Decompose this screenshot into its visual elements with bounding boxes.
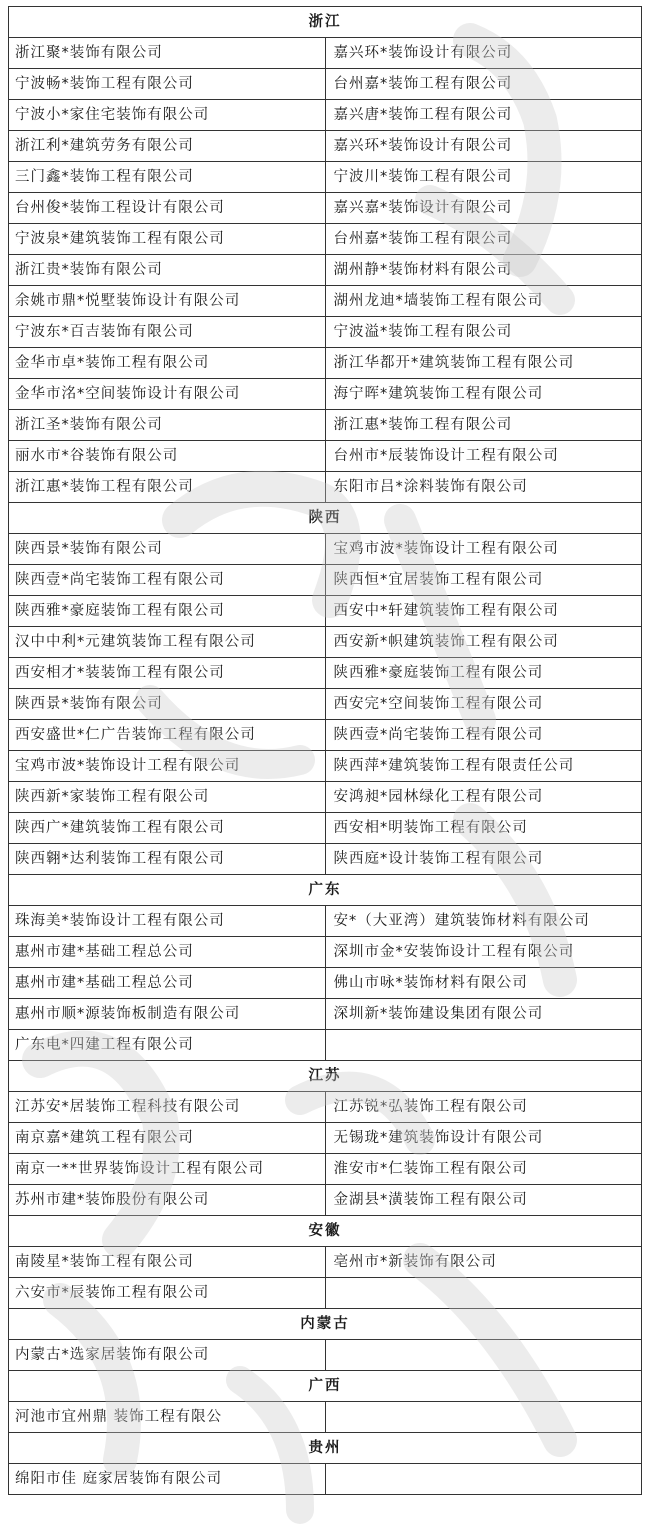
company-cell-left: 六安市*辰装饰工程有限公司 [9, 1278, 326, 1309]
company-cell-left: 陕西壹*尚宅装饰工程有限公司 [9, 565, 326, 596]
table-row [9, 317, 642, 348]
company-cell-right: 宝鸡市波*装饰设计工程有限公司 [325, 534, 642, 565]
table-row [9, 1185, 642, 1216]
region-header-row [9, 7, 642, 38]
company-cell-right [325, 1402, 642, 1433]
company-cell-right: 宁波溢*装饰工程有限公司 [325, 317, 642, 348]
region-name: 江苏 [9, 1061, 642, 1092]
company-cell-left: 汉中中利*元建筑装饰工程有限公司 [9, 627, 326, 658]
table-row [9, 38, 642, 69]
company-cell-right: 湖州静*装饰材料有限公司 [325, 255, 642, 286]
company-cell-left: 南陵星*装饰工程有限公司 [9, 1247, 326, 1278]
table-row [9, 1123, 642, 1154]
company-cell-right: 浙江惠*装饰工程有限公司 [325, 410, 642, 441]
table-row [9, 534, 642, 565]
company-cell-right: 淮安市*仁装饰工程有限公司 [325, 1154, 642, 1185]
company-cell-left: 丽水市*谷装饰有限公司 [9, 441, 326, 472]
company-cell-left: 宁波东*百吉装饰有限公司 [9, 317, 326, 348]
company-cell-right: 台州嘉*装饰工程有限公司 [325, 69, 642, 100]
region-header-row [9, 1371, 642, 1402]
table-row [9, 689, 642, 720]
company-cell-left: 南京嘉*建筑工程有限公司 [9, 1123, 326, 1154]
company-cell-right: 陕西雅*豪庭装饰工程有限公司 [325, 658, 642, 689]
table-row [9, 224, 642, 255]
table-row [9, 286, 642, 317]
company-cell-left: 陕西景*装饰有限公司 [9, 534, 326, 565]
table-row [9, 472, 642, 503]
company-cell-left: 陕西翱*达利装饰工程有限公司 [9, 844, 326, 875]
company-cell-left: 余姚市鼎*悦墅装饰设计有限公司 [9, 286, 326, 317]
table-row [9, 782, 642, 813]
table-row [9, 906, 642, 937]
company-cell-right: 海宁晖*建筑装饰工程有限公司 [325, 379, 642, 410]
company-cell-right: 亳州市*新装饰有限公司 [325, 1247, 642, 1278]
table-row [9, 658, 642, 689]
region-name: 安徽 [9, 1216, 642, 1247]
company-cell-left: 河池市宜州鼎 装饰工程有限公 [9, 1402, 326, 1433]
company-cell-right: 嘉兴环*装饰设计有限公司 [325, 38, 642, 69]
company-cell-left: 惠州市建*基础工程总公司 [9, 937, 326, 968]
company-cell-left: 惠州市建*基础工程总公司 [9, 968, 326, 999]
table-row [9, 596, 642, 627]
company-cell-right [325, 1030, 642, 1061]
table-row [9, 1092, 642, 1123]
table-row [9, 937, 642, 968]
company-cell-right: 无锡珑*建筑装饰设计有限公司 [325, 1123, 642, 1154]
company-cell-right: 佛山市咏*装饰材料有限公司 [325, 968, 642, 999]
table-row [9, 162, 642, 193]
company-cell-left: 金华市卓*装饰工程有限公司 [9, 348, 326, 379]
company-cell-left: 宁波畅*装饰工程有限公司 [9, 69, 326, 100]
company-cell-right: 陕西萍*建筑装饰工程有限责任公司 [325, 751, 642, 782]
company-cell-left: 陕西雅*豪庭装饰工程有限公司 [9, 596, 326, 627]
company-cell-right: 台州市*辰装饰设计工程有限公司 [325, 441, 642, 472]
region-name: 广东 [9, 875, 642, 906]
region-header-row [9, 1216, 642, 1247]
company-cell-right: 西安新*帜建筑装饰工程有限公司 [325, 627, 642, 658]
company-cell-right: 湖州龙迪*墙装饰工程有限公司 [325, 286, 642, 317]
table-row [9, 348, 642, 379]
table-row [9, 193, 642, 224]
company-cell-left: 浙江圣*装饰有限公司 [9, 410, 326, 441]
company-cell-left: 浙江利*建筑劳务有限公司 [9, 131, 326, 162]
table-row [9, 441, 642, 472]
company-cell-right [325, 1278, 642, 1309]
table-row [9, 255, 642, 286]
company-cell-right: 台州嘉*装饰工程有限公司 [325, 224, 642, 255]
table-row [9, 410, 642, 441]
region-header-row [9, 503, 642, 534]
table-row [9, 1464, 642, 1495]
table-row [9, 1340, 642, 1371]
company-cell-right: 深圳新*装饰建设集团有限公司 [325, 999, 642, 1030]
region-name: 内蒙古 [9, 1309, 642, 1340]
table-row [9, 1030, 642, 1061]
company-cell-right: 深圳市金*安装饰设计工程有限公司 [325, 937, 642, 968]
company-cell-left: 金华市洺*空间装饰设计有限公司 [9, 379, 326, 410]
company-cell-right: 嘉兴唐*装饰工程有限公司 [325, 100, 642, 131]
company-cell-left: 绵阳市佳 庭家居装饰有限公司 [9, 1464, 326, 1495]
table-row [9, 1278, 642, 1309]
company-cell-left: 宝鸡市波*装饰设计工程有限公司 [9, 751, 326, 782]
company-cell-left: 宁波泉*建筑装饰工程有限公司 [9, 224, 326, 255]
company-cell-left: 台州俊*装饰工程设计有限公司 [9, 193, 326, 224]
table-row [9, 131, 642, 162]
company-cell-left: 陕西新*家装饰工程有限公司 [9, 782, 326, 813]
company-cell-right: 陕西庭*设计装饰工程有限公司 [325, 844, 642, 875]
company-cell-right: 西安完*空间装饰工程有限公司 [325, 689, 642, 720]
company-cell-left: 惠州市顺*源装饰板制造有限公司 [9, 999, 326, 1030]
company-cell-left: 浙江贵*装饰有限公司 [9, 255, 326, 286]
company-cell-left: 苏州市建*装饰股份有限公司 [9, 1185, 326, 1216]
company-table [8, 6, 642, 1495]
region-header-row [9, 1309, 642, 1340]
company-cell-right: 西安相*明装饰工程有限公司 [325, 813, 642, 844]
table-row [9, 720, 642, 751]
company-cell-right: 陕西壹*尚宅装饰工程有限公司 [325, 720, 642, 751]
table-row [9, 999, 642, 1030]
table-row [9, 968, 642, 999]
company-cell-right: 嘉兴环*装饰设计有限公司 [325, 131, 642, 162]
company-cell-left: 陕西广*建筑装饰工程有限公司 [9, 813, 326, 844]
company-cell-right: 江苏锐*弘装饰工程有限公司 [325, 1092, 642, 1123]
company-cell-right [325, 1340, 642, 1371]
table-row [9, 1154, 642, 1185]
table-row [9, 1247, 642, 1278]
table-row [9, 844, 642, 875]
company-cell-right: 安*（大亚湾）建筑装饰材料有限公司 [325, 906, 642, 937]
region-name: 浙江 [9, 7, 642, 38]
company-cell-right: 嘉兴嘉*装饰设计有限公司 [325, 193, 642, 224]
table-row [9, 565, 642, 596]
region-header-row [9, 1061, 642, 1092]
company-cell-left: 珠海美*装饰设计工程有限公司 [9, 906, 326, 937]
company-cell-right: 金湖县*潢装饰工程有限公司 [325, 1185, 642, 1216]
company-cell-left: 内蒙古*选家居装饰有限公司 [9, 1340, 326, 1371]
company-cell-left: 江苏安*居装饰工程科技有限公司 [9, 1092, 326, 1123]
company-cell-left: 宁波小*家住宅装饰有限公司 [9, 100, 326, 131]
table-row [9, 813, 642, 844]
company-cell-right: 陕西恒*宜居装饰工程有限公司 [325, 565, 642, 596]
company-list-sheet [8, 6, 642, 1495]
region-header-row [9, 1433, 642, 1464]
region-name: 贵州 [9, 1433, 642, 1464]
region-header-row [9, 875, 642, 906]
company-cell-right: 浙江华都开*建筑装饰工程有限公司 [325, 348, 642, 379]
table-row [9, 751, 642, 782]
company-cell-left: 浙江聚*装饰有限公司 [9, 38, 326, 69]
company-cell-right: 安鸿昶*园林绿化工程有限公司 [325, 782, 642, 813]
region-name: 陕西 [9, 503, 642, 534]
table-row [9, 379, 642, 410]
table-row [9, 627, 642, 658]
table-row [9, 100, 642, 131]
region-name: 广西 [9, 1371, 642, 1402]
company-cell-right: 宁波川*装饰工程有限公司 [325, 162, 642, 193]
company-cell-left: 三门鑫*装饰工程有限公司 [9, 162, 326, 193]
company-cell-left: 广东电*四建工程有限公司 [9, 1030, 326, 1061]
company-cell-left: 浙江惠*装饰工程有限公司 [9, 472, 326, 503]
company-cell-left: 西安盛世*仁广告装饰工程有限公司 [9, 720, 326, 751]
company-cell-left: 陕西景*装饰有限公司 [9, 689, 326, 720]
table-row [9, 69, 642, 100]
company-cell-left: 西安相才*装装饰工程有限公司 [9, 658, 326, 689]
table-row [9, 1402, 642, 1433]
company-cell-right [325, 1464, 642, 1495]
company-cell-right: 东阳市吕*涂料装饰有限公司 [325, 472, 642, 503]
company-cell-right: 西安中*轩建筑装饰工程有限公司 [325, 596, 642, 627]
company-cell-left: 南京一**世界装饰设计工程有限公司 [9, 1154, 326, 1185]
